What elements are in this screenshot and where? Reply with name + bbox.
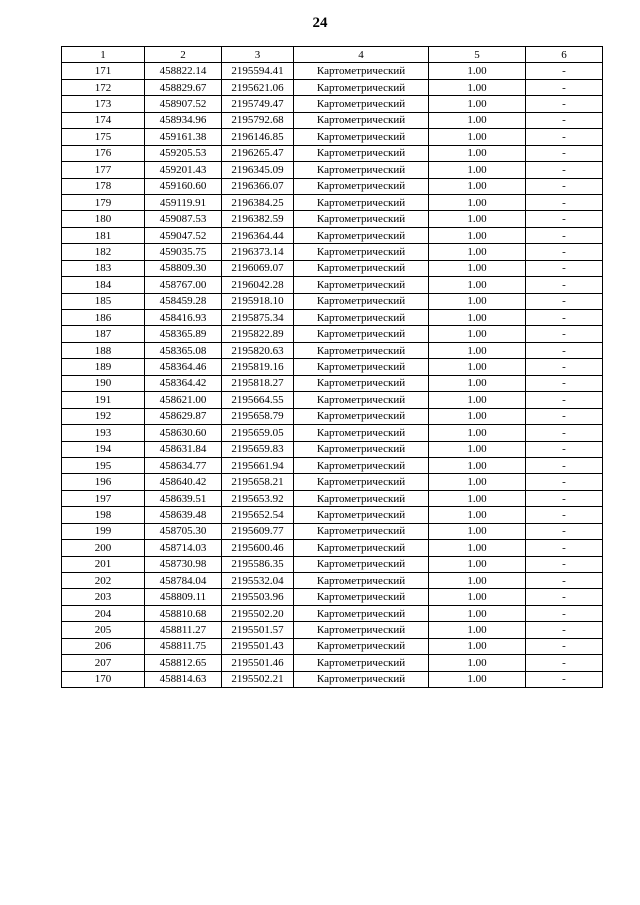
- cell-method: Картометрический: [294, 589, 429, 605]
- cell-point-number: 202: [62, 573, 145, 589]
- cell-note: -: [526, 441, 603, 457]
- cell-note: -: [526, 408, 603, 424]
- cell-accuracy: 1.00: [429, 96, 526, 112]
- cell-note: -: [526, 194, 603, 210]
- cell-method: Картометрический: [294, 490, 429, 506]
- cell-x-coordinate: 459201.43: [145, 162, 222, 178]
- cell-accuracy: 1.00: [429, 162, 526, 178]
- cell-method: Картометрический: [294, 540, 429, 556]
- cell-note: -: [526, 605, 603, 621]
- cell-x-coordinate: 458730.98: [145, 556, 222, 572]
- cell-x-coordinate: 458365.08: [145, 342, 222, 358]
- header-row: [62, 47, 603, 63]
- cell-accuracy: 1.00: [429, 671, 526, 687]
- cell-note: -: [526, 655, 603, 671]
- cell-y-coordinate: 2196364.44: [222, 227, 294, 243]
- table-row: [62, 227, 603, 243]
- cell-method: Картометрический: [294, 96, 429, 112]
- column-header-accuracy: 5: [429, 47, 526, 63]
- cell-method: Картометрический: [294, 507, 429, 523]
- cell-note: -: [526, 310, 603, 326]
- cell-x-coordinate: 458811.27: [145, 622, 222, 638]
- table-row: [62, 162, 603, 178]
- cell-x-coordinate: 458934.96: [145, 112, 222, 128]
- cell-note: -: [526, 342, 603, 358]
- cell-method: Картометрический: [294, 63, 429, 79]
- cell-point-number: 180: [62, 211, 145, 227]
- cell-y-coordinate: 2195875.34: [222, 310, 294, 326]
- cell-accuracy: 1.00: [429, 523, 526, 539]
- cell-method: Картометрический: [294, 392, 429, 408]
- cell-accuracy: 1.00: [429, 227, 526, 243]
- cell-point-number: 185: [62, 293, 145, 309]
- cell-method: Картометрический: [294, 425, 429, 441]
- cell-method: Картометрический: [294, 178, 429, 194]
- cell-x-coordinate: 458416.93: [145, 310, 222, 326]
- cell-accuracy: 1.00: [429, 260, 526, 276]
- cell-note: -: [526, 474, 603, 490]
- cell-note: -: [526, 671, 603, 687]
- cell-point-number: 177: [62, 162, 145, 178]
- cell-y-coordinate: 2196373.14: [222, 244, 294, 260]
- table-row: [62, 605, 603, 621]
- cell-y-coordinate: 2195502.21: [222, 671, 294, 687]
- cell-accuracy: 1.00: [429, 392, 526, 408]
- cell-note: -: [526, 79, 603, 95]
- cell-y-coordinate: 2195594.41: [222, 63, 294, 79]
- cell-accuracy: 1.00: [429, 342, 526, 358]
- cell-point-number: 181: [62, 227, 145, 243]
- cell-x-coordinate: 458829.67: [145, 79, 222, 95]
- table-row: [62, 326, 603, 342]
- cell-note: -: [526, 260, 603, 276]
- cell-note: -: [526, 392, 603, 408]
- cell-x-coordinate: 458630.60: [145, 425, 222, 441]
- cell-accuracy: 1.00: [429, 310, 526, 326]
- cell-point-number: 192: [62, 408, 145, 424]
- cell-accuracy: 1.00: [429, 605, 526, 621]
- cell-point-number: 203: [62, 589, 145, 605]
- cell-accuracy: 1.00: [429, 622, 526, 638]
- cell-y-coordinate: 2196382.59: [222, 211, 294, 227]
- cell-note: -: [526, 244, 603, 260]
- cell-y-coordinate: 2195792.68: [222, 112, 294, 128]
- cell-method: Картометрический: [294, 342, 429, 358]
- cell-note: -: [526, 326, 603, 342]
- cell-note: -: [526, 178, 603, 194]
- cell-accuracy: 1.00: [429, 112, 526, 128]
- cell-y-coordinate: 2195819.16: [222, 359, 294, 375]
- column-header-point-number: 1: [62, 47, 145, 63]
- cell-point-number: 198: [62, 507, 145, 523]
- cell-point-number: 174: [62, 112, 145, 128]
- cell-x-coordinate: 459047.52: [145, 227, 222, 243]
- cell-method: Картометрический: [294, 474, 429, 490]
- cell-y-coordinate: 2196345.09: [222, 162, 294, 178]
- table-row: [62, 194, 603, 210]
- table-row: [62, 474, 603, 490]
- cell-note: -: [526, 622, 603, 638]
- cell-point-number: 171: [62, 63, 145, 79]
- cell-x-coordinate: 458767.00: [145, 277, 222, 293]
- cell-note: -: [526, 359, 603, 375]
- cell-point-number: 189: [62, 359, 145, 375]
- cell-note: -: [526, 507, 603, 523]
- column-header-method: 4: [294, 47, 429, 63]
- cell-accuracy: 1.00: [429, 655, 526, 671]
- cell-x-coordinate: 458639.48: [145, 507, 222, 523]
- cell-accuracy: 1.00: [429, 293, 526, 309]
- cell-x-coordinate: 458812.65: [145, 655, 222, 671]
- table-row: [62, 556, 603, 572]
- cell-x-coordinate: 459161.38: [145, 129, 222, 145]
- table-row: [62, 441, 603, 457]
- cell-accuracy: 1.00: [429, 129, 526, 145]
- cell-x-coordinate: 459160.60: [145, 178, 222, 194]
- table-header: [62, 47, 603, 63]
- table-row: [62, 392, 603, 408]
- table-row: [62, 589, 603, 605]
- table-row: [62, 622, 603, 638]
- cell-point-number: 204: [62, 605, 145, 621]
- column-header-y-coordinate: 3: [222, 47, 294, 63]
- cell-x-coordinate: 458814.63: [145, 671, 222, 687]
- cell-y-coordinate: 2195501.43: [222, 638, 294, 654]
- cell-point-number: 201: [62, 556, 145, 572]
- cell-point-number: 188: [62, 342, 145, 358]
- cell-method: Картометрический: [294, 310, 429, 326]
- cell-method: Картометрический: [294, 622, 429, 638]
- cell-y-coordinate: 2195818.27: [222, 375, 294, 391]
- cell-note: -: [526, 96, 603, 112]
- cell-y-coordinate: 2195532.04: [222, 573, 294, 589]
- table-row: [62, 523, 603, 539]
- cell-note: -: [526, 523, 603, 539]
- cell-x-coordinate: 458810.68: [145, 605, 222, 621]
- cell-point-number: 196: [62, 474, 145, 490]
- cell-point-number: 182: [62, 244, 145, 260]
- cell-accuracy: 1.00: [429, 490, 526, 506]
- cell-method: Картометрический: [294, 655, 429, 671]
- cell-y-coordinate: 2195749.47: [222, 96, 294, 112]
- cell-x-coordinate: 459087.53: [145, 211, 222, 227]
- cell-note: -: [526, 490, 603, 506]
- cell-x-coordinate: 459205.53: [145, 145, 222, 161]
- cell-accuracy: 1.00: [429, 589, 526, 605]
- cell-accuracy: 1.00: [429, 573, 526, 589]
- cell-method: Картометрический: [294, 441, 429, 457]
- cell-method: Картометрический: [294, 408, 429, 424]
- cell-method: Картометрический: [294, 227, 429, 243]
- cell-y-coordinate: 2195600.46: [222, 540, 294, 556]
- table-row: [62, 540, 603, 556]
- table-row: [62, 211, 603, 227]
- table-row: [62, 96, 603, 112]
- cell-point-number: 193: [62, 425, 145, 441]
- cell-method: Картометрический: [294, 326, 429, 342]
- cell-note: -: [526, 556, 603, 572]
- cell-note: -: [526, 573, 603, 589]
- cell-x-coordinate: 458365.89: [145, 326, 222, 342]
- cell-y-coordinate: 2195652.54: [222, 507, 294, 523]
- cell-accuracy: 1.00: [429, 277, 526, 293]
- cell-note: -: [526, 129, 603, 145]
- cell-y-coordinate: 2195820.63: [222, 342, 294, 358]
- cell-y-coordinate: 2195621.06: [222, 79, 294, 95]
- cell-point-number: 170: [62, 671, 145, 687]
- table-row: [62, 425, 603, 441]
- cell-accuracy: 1.00: [429, 638, 526, 654]
- cell-method: Картометрический: [294, 523, 429, 539]
- cell-x-coordinate: 458459.28: [145, 293, 222, 309]
- cell-point-number: 176: [62, 145, 145, 161]
- table-row: [62, 129, 603, 145]
- cell-method: Картометрический: [294, 79, 429, 95]
- cell-accuracy: 1.00: [429, 425, 526, 441]
- cell-method: Картометрический: [294, 638, 429, 654]
- cell-y-coordinate: 2196384.25: [222, 194, 294, 210]
- cell-y-coordinate: 2195659.05: [222, 425, 294, 441]
- cell-point-number: 199: [62, 523, 145, 539]
- cell-method: Картометрический: [294, 671, 429, 687]
- table-row: [62, 457, 603, 473]
- cell-y-coordinate: 2195501.57: [222, 622, 294, 638]
- cell-method: Картометрический: [294, 244, 429, 260]
- cell-y-coordinate: 2196146.85: [222, 129, 294, 145]
- cell-x-coordinate: 458640.42: [145, 474, 222, 490]
- cell-note: -: [526, 211, 603, 227]
- table-row: [62, 244, 603, 260]
- cell-y-coordinate: 2195664.55: [222, 392, 294, 408]
- cell-point-number: 190: [62, 375, 145, 391]
- cell-accuracy: 1.00: [429, 474, 526, 490]
- cell-x-coordinate: 458705.30: [145, 523, 222, 539]
- cell-point-number: 206: [62, 638, 145, 654]
- cell-accuracy: 1.00: [429, 178, 526, 194]
- cell-accuracy: 1.00: [429, 194, 526, 210]
- table-row: [62, 310, 603, 326]
- cell-method: Картометрический: [294, 359, 429, 375]
- cell-point-number: 183: [62, 260, 145, 276]
- cell-x-coordinate: 458811.75: [145, 638, 222, 654]
- table-row: [62, 573, 603, 589]
- cell-method: Картометрический: [294, 375, 429, 391]
- cell-x-coordinate: 458639.51: [145, 490, 222, 506]
- cell-note: -: [526, 227, 603, 243]
- cell-point-number: 191: [62, 392, 145, 408]
- cell-point-number: 200: [62, 540, 145, 556]
- cell-point-number: 184: [62, 277, 145, 293]
- cell-note: -: [526, 63, 603, 79]
- table-row: [62, 408, 603, 424]
- table-row: [62, 260, 603, 276]
- coordinates-table: [61, 46, 603, 688]
- cell-accuracy: 1.00: [429, 63, 526, 79]
- table-row: [62, 655, 603, 671]
- cell-method: Картометрический: [294, 145, 429, 161]
- cell-x-coordinate: 458364.42: [145, 375, 222, 391]
- cell-y-coordinate: 2196265.47: [222, 145, 294, 161]
- table-row: [62, 112, 603, 128]
- cell-y-coordinate: 2195653.92: [222, 490, 294, 506]
- cell-accuracy: 1.00: [429, 507, 526, 523]
- cell-method: Картометрический: [294, 556, 429, 572]
- cell-y-coordinate: 2195586.35: [222, 556, 294, 572]
- table-row: [62, 375, 603, 391]
- cell-point-number: 187: [62, 326, 145, 342]
- table-row: [62, 638, 603, 654]
- cell-y-coordinate: 2196042.28: [222, 277, 294, 293]
- cell-y-coordinate: 2195658.21: [222, 474, 294, 490]
- cell-method: Картометрический: [294, 129, 429, 145]
- cell-point-number: 179: [62, 194, 145, 210]
- cell-point-number: 205: [62, 622, 145, 638]
- cell-note: -: [526, 457, 603, 473]
- table-row: [62, 359, 603, 375]
- cell-accuracy: 1.00: [429, 408, 526, 424]
- column-header-x-coordinate: 2: [145, 47, 222, 63]
- cell-point-number: 175: [62, 129, 145, 145]
- cell-method: Картометрический: [294, 194, 429, 210]
- cell-point-number: 207: [62, 655, 145, 671]
- column-header-note: 6: [526, 47, 603, 63]
- cell-x-coordinate: 458784.04: [145, 573, 222, 589]
- cell-x-coordinate: 459035.75: [145, 244, 222, 260]
- cell-x-coordinate: 458634.77: [145, 457, 222, 473]
- cell-note: -: [526, 638, 603, 654]
- cell-y-coordinate: 2195502.20: [222, 605, 294, 621]
- table-row: [62, 671, 603, 687]
- cell-x-coordinate: 458364.46: [145, 359, 222, 375]
- cell-note: -: [526, 425, 603, 441]
- cell-accuracy: 1.00: [429, 359, 526, 375]
- cell-point-number: 172: [62, 79, 145, 95]
- cell-accuracy: 1.00: [429, 441, 526, 457]
- cell-y-coordinate: 2195609.77: [222, 523, 294, 539]
- cell-x-coordinate: 458621.00: [145, 392, 222, 408]
- cell-method: Картометрический: [294, 112, 429, 128]
- cell-x-coordinate: 458714.03: [145, 540, 222, 556]
- cell-note: -: [526, 375, 603, 391]
- cell-method: Картометрический: [294, 277, 429, 293]
- cell-point-number: 194: [62, 441, 145, 457]
- table-row: [62, 178, 603, 194]
- cell-y-coordinate: 2195658.79: [222, 408, 294, 424]
- cell-point-number: 197: [62, 490, 145, 506]
- cell-y-coordinate: 2195661.94: [222, 457, 294, 473]
- cell-point-number: 178: [62, 178, 145, 194]
- table-row: [62, 490, 603, 506]
- cell-method: Картометрический: [294, 162, 429, 178]
- cell-note: -: [526, 145, 603, 161]
- cell-method: Картометрический: [294, 605, 429, 621]
- cell-note: -: [526, 540, 603, 556]
- cell-y-coordinate: 2195822.89: [222, 326, 294, 342]
- cell-note: -: [526, 112, 603, 128]
- cell-x-coordinate: 458629.87: [145, 408, 222, 424]
- cell-accuracy: 1.00: [429, 326, 526, 342]
- cell-point-number: 186: [62, 310, 145, 326]
- cell-method: Картометрический: [294, 260, 429, 276]
- cell-accuracy: 1.00: [429, 540, 526, 556]
- cell-note: -: [526, 277, 603, 293]
- table-row: [62, 342, 603, 358]
- cell-point-number: 195: [62, 457, 145, 473]
- cell-x-coordinate: 458809.30: [145, 260, 222, 276]
- cell-accuracy: 1.00: [429, 244, 526, 260]
- cell-y-coordinate: 2195501.46: [222, 655, 294, 671]
- cell-x-coordinate: 458822.14: [145, 63, 222, 79]
- cell-y-coordinate: 2195918.10: [222, 293, 294, 309]
- cell-y-coordinate: 2195659.83: [222, 441, 294, 457]
- cell-accuracy: 1.00: [429, 556, 526, 572]
- cell-accuracy: 1.00: [429, 457, 526, 473]
- cell-note: -: [526, 589, 603, 605]
- cell-x-coordinate: 459119.91: [145, 194, 222, 210]
- cell-accuracy: 1.00: [429, 211, 526, 227]
- cell-y-coordinate: 2195503.96: [222, 589, 294, 605]
- cell-method: Картометрический: [294, 211, 429, 227]
- cell-point-number: 173: [62, 96, 145, 112]
- cell-y-coordinate: 2196366.07: [222, 178, 294, 194]
- table-row: [62, 277, 603, 293]
- table-body: [62, 63, 603, 688]
- table-row: [62, 507, 603, 523]
- page-number: 24: [312, 15, 328, 31]
- cell-method: Картометрический: [294, 457, 429, 473]
- cell-method: Картометрический: [294, 293, 429, 309]
- table-row: [62, 293, 603, 309]
- table-row: [62, 145, 603, 161]
- cell-accuracy: 1.00: [429, 375, 526, 391]
- table-row: [62, 63, 603, 79]
- cell-note: -: [526, 162, 603, 178]
- table-row: [62, 79, 603, 95]
- cell-method: Картометрический: [294, 573, 429, 589]
- cell-x-coordinate: 458631.84: [145, 441, 222, 457]
- cell-accuracy: 1.00: [429, 145, 526, 161]
- cell-accuracy: 1.00: [429, 79, 526, 95]
- cell-x-coordinate: 458907.52: [145, 96, 222, 112]
- cell-x-coordinate: 458809.11: [145, 589, 222, 605]
- cell-note: -: [526, 293, 603, 309]
- cell-y-coordinate: 2196069.07: [222, 260, 294, 276]
